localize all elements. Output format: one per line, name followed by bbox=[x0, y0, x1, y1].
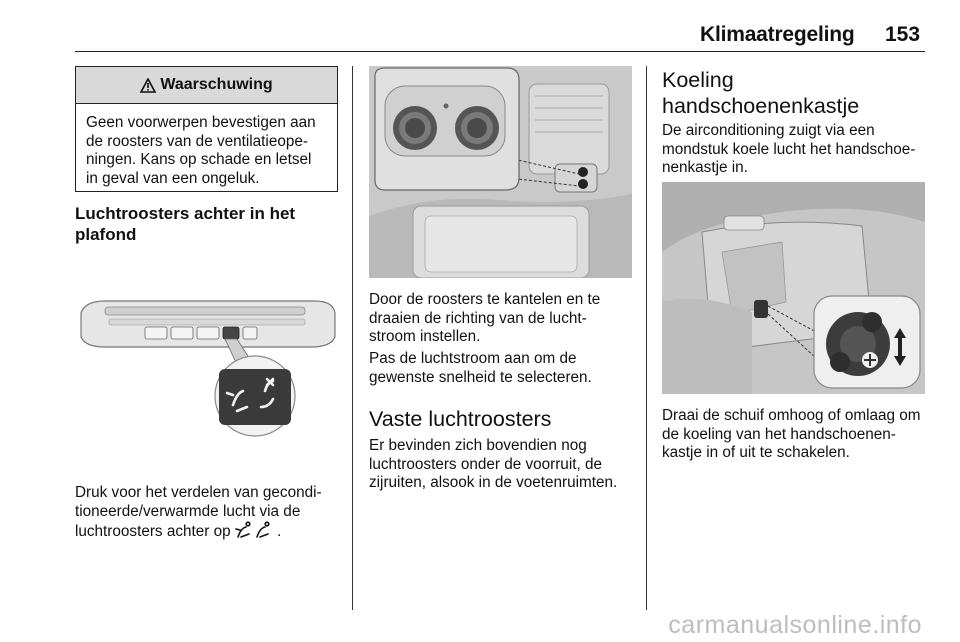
section-heading-rear-vents: Luchtroosters achter in het plafond bbox=[75, 204, 296, 244]
section-heading-fixed-vents: Vaste luchtroosters bbox=[369, 407, 552, 431]
air-to-rear-vents-icon bbox=[235, 521, 273, 539]
col3-paragraph-2: Draai de schuif omhoog of omlaag om de koeling van het handschoenen- kastje in of uit te schakelen. bbox=[662, 407, 921, 461]
footer-watermark: carmanualsonline.info bbox=[668, 611, 922, 639]
warning-header bbox=[76, 67, 337, 104]
warning-line: ningen. Kans op schade en letsel bbox=[86, 151, 312, 168]
col2-paragraph-2: Pas de luchtstroom aan om de gewenste snelheid te selecteren. bbox=[369, 350, 592, 386]
dashboard-vents-figure bbox=[369, 66, 632, 278]
warning-triangle-icon bbox=[140, 78, 156, 93]
col1-paragraph: Druk voor het verdelen van gecondi- tioneerde/verwarmde lucht via de luchtroosters achter op . bbox=[75, 484, 322, 540]
column-separator-1 bbox=[352, 66, 353, 610]
page-header-title: Klimaatregeling bbox=[700, 23, 855, 46]
glovebox-illustration bbox=[662, 182, 925, 394]
ceiling-console-figure bbox=[75, 295, 339, 440]
warning-line: de roosters van de ventilatieope- bbox=[86, 132, 308, 150]
warning-title: Waarschuwing bbox=[160, 76, 273, 93]
warning-box bbox=[75, 66, 338, 192]
warning-line: Geen voorwerpen bevestigen aan bbox=[86, 114, 316, 131]
warning-text bbox=[76, 104, 337, 188]
glovebox-figure bbox=[662, 182, 925, 394]
section-heading-glovebox-cooling: Koeling handschoenenkastje bbox=[662, 68, 860, 118]
ceiling-console-illustration bbox=[75, 295, 339, 440]
page-number: 153 bbox=[885, 23, 921, 46]
col2-paragraph-1: Door de roosters te kantelen en te draaien de richting van de lucht- stroom instellen. bbox=[369, 291, 601, 345]
col2-paragraph-3: Er bevinden zich bovendien nog luchtroosters onder de voorruit, de zijruiten, alsook in de voetenruimten. bbox=[369, 437, 618, 491]
column-separator-2 bbox=[646, 66, 647, 610]
dashboard-vents-illustration bbox=[369, 66, 632, 278]
warning-line: in geval van een ongeluk. bbox=[86, 169, 260, 187]
col3-paragraph-1: De airconditioning zuigt via een mondstuk koele lucht het handschoe- nenkastje in. bbox=[662, 122, 916, 176]
header-rule bbox=[75, 51, 925, 52]
